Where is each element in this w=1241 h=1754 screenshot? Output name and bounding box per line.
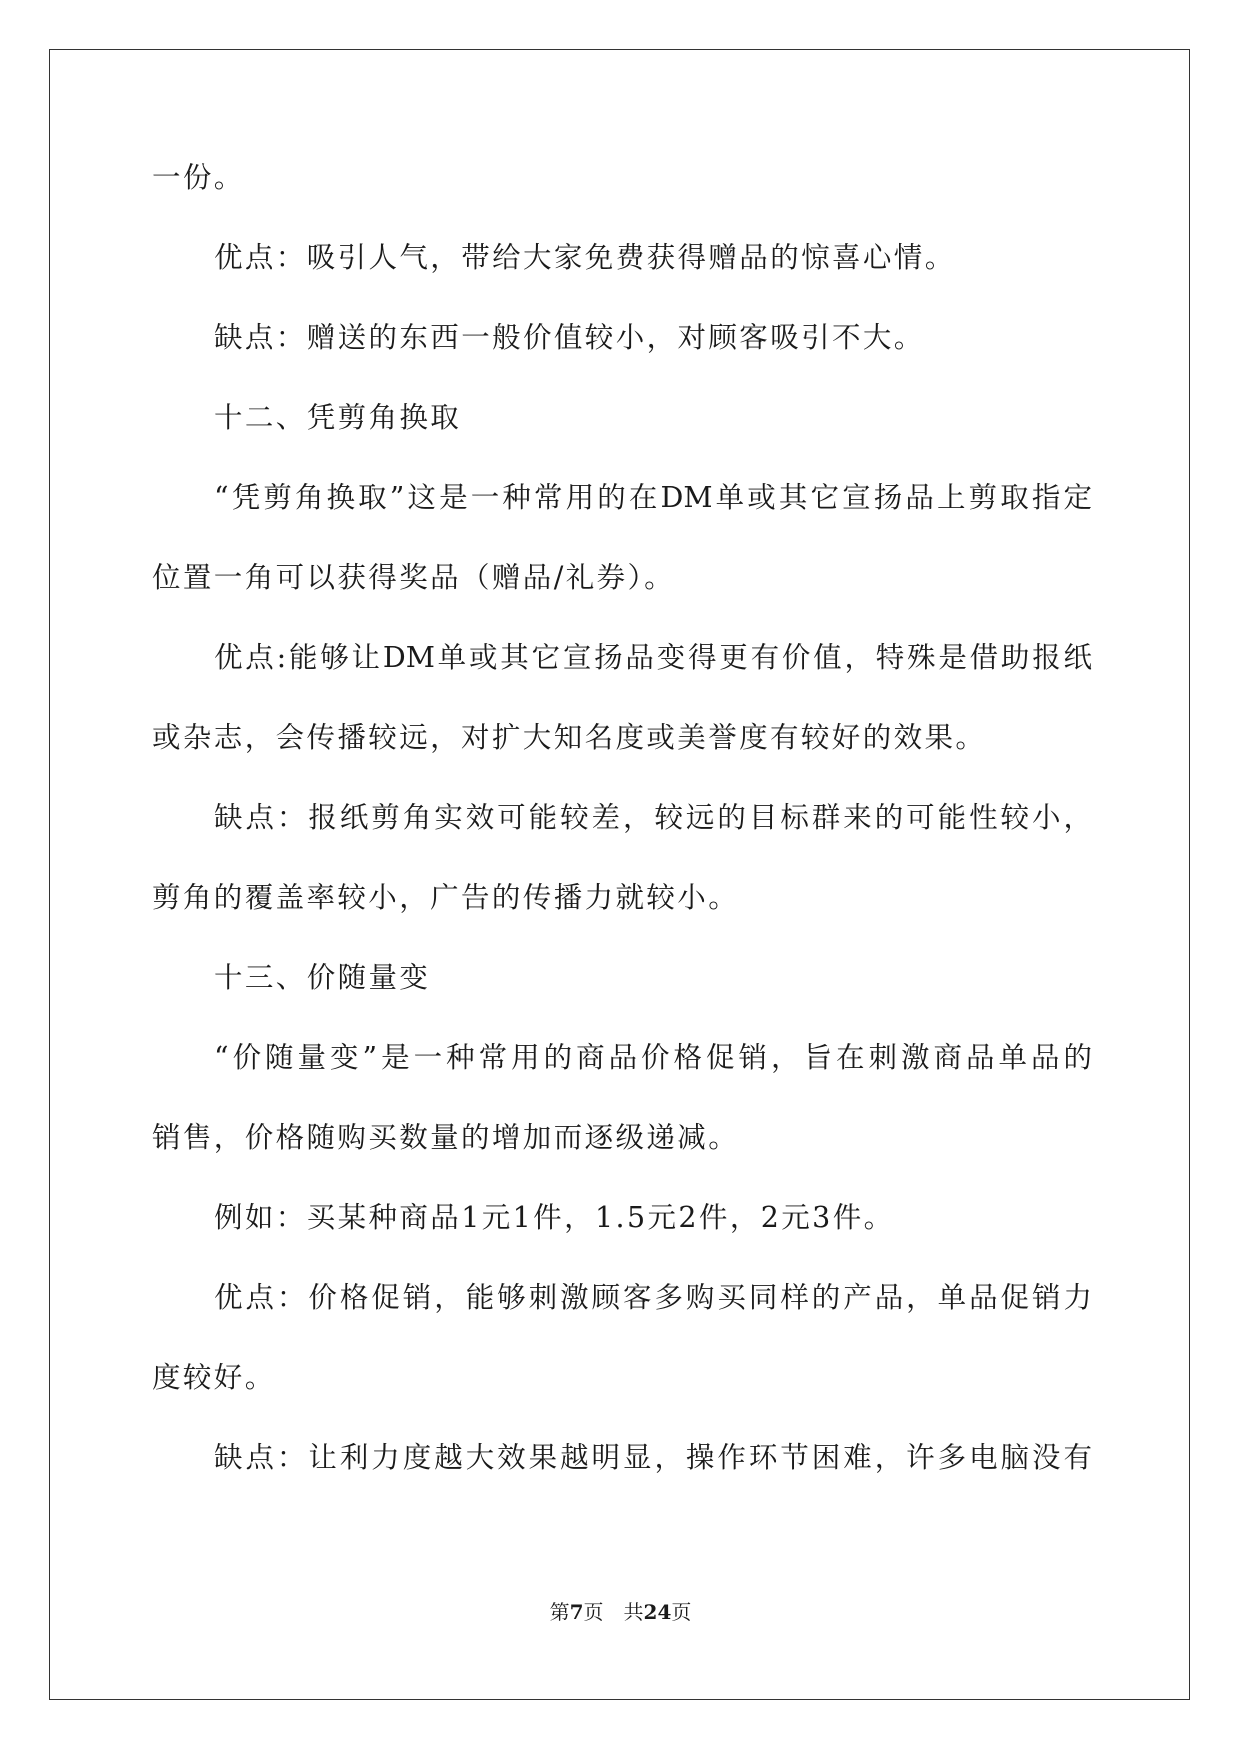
paragraph-line: 优点：价格促销，能够刺激顾客多购买同样的产品，单品促销力 — [214, 1281, 1092, 1314]
paragraph-line: 优点:能够让DM单或其它宣扬品变得更有价值，特殊是借助报纸 — [214, 641, 1092, 674]
section-heading: 十三、价随量变 — [214, 961, 431, 994]
paragraph-line: 位置一角可以获得奖品（赠品/礼券）。 — [152, 561, 676, 594]
page-label-suffix: 页 — [583, 1600, 604, 1624]
section-heading: 十二、凭剪角换取 — [214, 401, 462, 434]
paragraph-line: 销售，价格随购买数量的增加而逐级递减。 — [152, 1121, 740, 1154]
page-number: 7 — [569, 1600, 584, 1624]
paragraph-line: 或杂志，会传播较远，对扩大知名度或美誉度有较好的效果。 — [152, 721, 987, 754]
paragraph-line: 度较好。 — [152, 1361, 276, 1394]
paragraph-line: 剪角的覆盖率较小，广告的传播力就较小。 — [152, 881, 740, 914]
paragraph-line: 例如：买某种商品1元1件，1.5元2件，2元3件。 — [214, 1201, 895, 1234]
paragraph-line: 缺点：赠送的东西一般价值较小，对顾客吸引不大。 — [214, 321, 925, 354]
paragraph-line: 缺点：报纸剪角实效可能较差，较远的目标群来的可能性较小， — [214, 801, 1092, 834]
page-footer — [0, 1599, 1241, 1625]
total-pages: 24 — [643, 1600, 672, 1624]
paragraph-line: 一份。 — [152, 161, 245, 194]
paragraph-line: “价随量变”是一种常用的商品价格促销，旨在刺激商品单品的 — [214, 1041, 1092, 1074]
page-label-prefix: 第 — [549, 1600, 570, 1624]
total-label-prefix: 共 — [623, 1600, 644, 1624]
paragraph-line: 缺点：让利力度越大效果越明显，操作环节困难，许多电脑没有 — [214, 1441, 1092, 1474]
paragraph-line: 优点：吸引人气，带给大家免费获得赠品的惊喜心情。 — [214, 241, 956, 274]
total-label-suffix: 页 — [671, 1600, 692, 1624]
paragraph-line: “凭剪角换取”这是一种常用的在DM单或其它宣扬品上剪取指定 — [214, 481, 1092, 514]
